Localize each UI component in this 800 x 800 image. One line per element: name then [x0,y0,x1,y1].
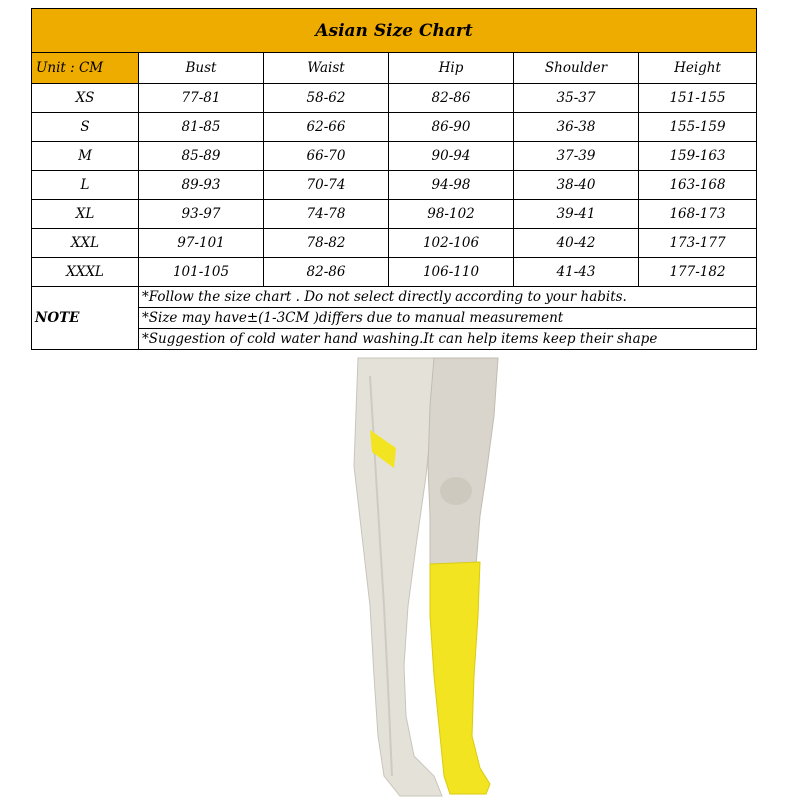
measurement-cell: 82-86 [389,84,514,113]
size-label: XL [32,200,139,229]
measurement-cell: 36-38 [514,113,639,142]
measurement-cell: 101-105 [139,258,264,287]
note-text: *Suggestion of cold water hand washing.It can help items keep their shape [139,329,757,350]
size-chart-table [31,8,757,350]
measurement-cell: 159-163 [639,142,757,171]
size-label: M [32,142,139,171]
measurement-cell: 86-90 [389,113,514,142]
size-label: XXXL [32,258,139,287]
measurement-cell: 62-66 [264,113,389,142]
measurement-cell: 82-86 [264,258,389,287]
measurement-cell: 90-94 [389,142,514,171]
note-text: *Follow the size chart . Do not select directly according to your habits. [139,287,757,308]
yellow-sock [430,562,490,794]
size-row [32,200,757,229]
measurement-cell: 81-85 [139,113,264,142]
size-label: XXL [32,229,139,258]
size-row [32,142,757,171]
header-row [32,53,757,84]
measurement-cell: 70-74 [264,171,389,200]
measurement-cell: 40-42 [514,229,639,258]
measurement-cell: 78-82 [264,229,389,258]
size-row [32,113,757,142]
measurement-cell: 41-43 [514,258,639,287]
measurement-cell: 168-173 [639,200,757,229]
column-header: Height [639,53,757,84]
measurement-cell: 106-110 [389,258,514,287]
measurement-cell: 98-102 [389,200,514,229]
measurement-cell: 93-97 [139,200,264,229]
size-row [32,229,757,258]
size-row [32,171,757,200]
product-photo-stockings [330,356,530,800]
measurement-cell: 89-93 [139,171,264,200]
measurement-cell: 177-182 [639,258,757,287]
column-header: Waist [264,53,389,84]
note-label: NOTE [32,287,139,350]
measurement-cell: 97-101 [139,229,264,258]
size-label: L [32,171,139,200]
chart-title: Asian Size Chart [32,9,757,53]
measurement-cell: 38-40 [514,171,639,200]
measurement-cell: 77-81 [139,84,264,113]
white-stocking [354,358,442,796]
measurement-cell: 173-177 [639,229,757,258]
column-header: Bust [139,53,264,84]
mannequin-leg [428,358,498,566]
measurement-cell: 37-39 [514,142,639,171]
measurement-cell: 155-159 [639,113,757,142]
note-text: *Size may have±(1-3CM )differs due to manual measurement [139,308,757,329]
measurement-cell: 151-155 [639,84,757,113]
size-label: XS [32,84,139,113]
size-label: S [32,113,139,142]
size-row [32,258,757,287]
measurement-cell: 94-98 [389,171,514,200]
column-header: Hip [389,53,514,84]
measurement-cell: 102-106 [389,229,514,258]
measurement-cell: 58-62 [264,84,389,113]
measurement-cell: 35-37 [514,84,639,113]
measurement-cell: 85-89 [139,142,264,171]
measurement-cell: 163-168 [639,171,757,200]
unit-label: Unit : CM [32,53,139,84]
measurement-cell: 39-41 [514,200,639,229]
column-header: Shoulder [514,53,639,84]
measurement-cell: 74-78 [264,200,389,229]
measurement-cell: 66-70 [264,142,389,171]
size-row [32,84,757,113]
